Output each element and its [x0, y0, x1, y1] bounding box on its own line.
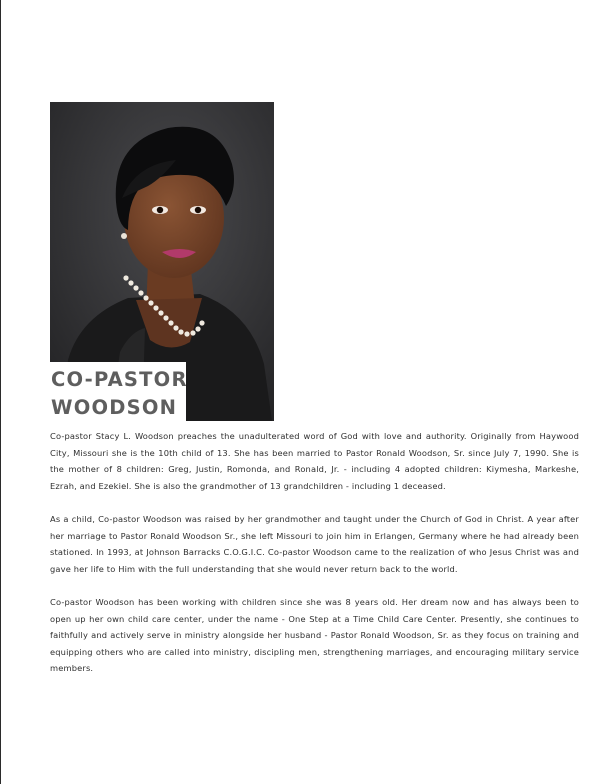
bio-paragraph-2: As a child, Co-pastor Woodson was raised by her grandmother and taught under the Church of God in Christ. A year after her marriage to Pastor Ronald Woodson Sr., she left Missouri to join him in Erlangen, Germany where he had already been stationed. In 1993, at Johnson Barracks C.O.G.I.C. Co-pastor Woodson came to the realization of who Jesus Christ was and gave her life to Him with the full understanding that she would never return back to the world. [50, 514, 579, 574]
bio-paragraph-1: Co-pastor Stacy L. Woodson preaches the unadulterated word of God with love and authority. Originally from Haywood City, Missouri she is the 10th child of 13. She has been married to Pastor Ronald Woodson, Sr. since July 7, 1990. She is the mother of 8 children: Greg, Justin, Romonda, and Ronald, Jr. - including 4 adopted children: Kiymesha, Markeshe, Ezrah, and Ezekiel. She is also the grandmother of 13 grandchildren - including 1 deceased. [50, 431, 579, 491]
profile-name-label [50, 362, 186, 422]
page-edge-line [0, 0, 1, 784]
biography-text [50, 428, 579, 694]
profile-title-line-2: WOODSON [51, 396, 178, 419]
bio-paragraph-3: Co-pastor Woodson has been working with children since she was 8 years old. Her dream now and has always been to open up her own child care center, under the name - One Step at a Time Child Care Center. Presently, she continues to faithfully and actively serve in ministry alongside her husband - Pastor Ronald Woodson, Sr. as they focus on training and equipping others who are called into ministry, discipling men, strengthening marriages, and encouraging military service members. [50, 597, 579, 673]
profile-title-line-1: CO-PASTOR [51, 368, 188, 391]
